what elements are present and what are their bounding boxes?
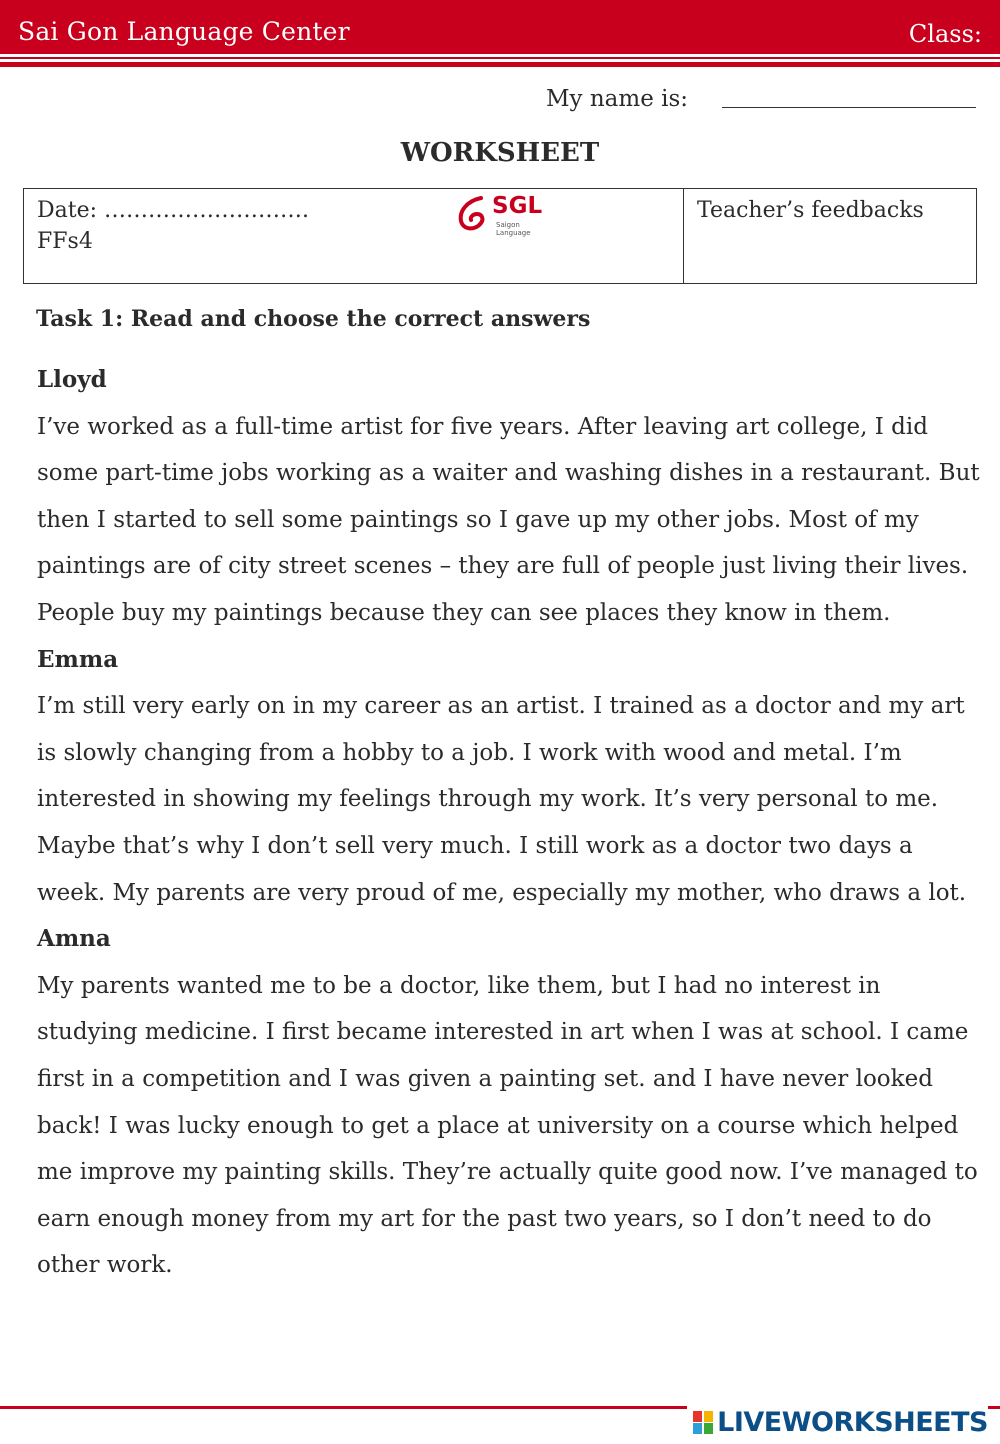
liveworksheets-logo-icon bbox=[693, 1409, 715, 1435]
info-box bbox=[23, 188, 977, 284]
liveworksheets-brand bbox=[687, 1402, 988, 1442]
passage-text-lloyd: I’ve worked as a full-time artist for five years. After leaving art college, I did some part-time jobs working as a waiter and washing dishes in a restaurant. But then I started to sell some paintings so I gave up my other jobs. Most of my paintings are of city street scenes – they are full of people just living their lives. People buy my paintings because they can see places they know in them. bbox=[37, 413, 980, 626]
teacher-feedback-label: Teacher’s feedbacks bbox=[697, 198, 924, 223]
class-label: Class: bbox=[908, 20, 982, 48]
logo-text: SGL bbox=[492, 193, 543, 219]
name-field-line[interactable] bbox=[722, 107, 976, 108]
course-code: FFs4 bbox=[37, 229, 93, 254]
sgl-swirl-icon bbox=[455, 193, 493, 233]
header-bar bbox=[0, 0, 1000, 54]
name-label: My name is: bbox=[546, 86, 689, 112]
passage-name-lloyd: Lloyd bbox=[37, 366, 107, 393]
sgl-logo bbox=[455, 193, 555, 237]
passage-text-amna: My parents wanted me to be a doctor, like them, but I had no interest in studying medicine. I first became interested in art when I was at school. I came first in a competition and I was given a painting set. and I have never looked back! I was lucky enough to get a place at university on a course which helped me improve my painting skills. They’re actually quite good now. I’ve managed to earn enough money from my art for the past two years, so I don’t need to do other work. bbox=[37, 972, 978, 1279]
logo-subtext: Saigon Language bbox=[496, 221, 531, 237]
task-title: Task 1: Read and choose the correct answers bbox=[36, 306, 591, 332]
passage-text-emma: I’m still very early on in my career as an artist. I trained as a doctor and my art is slowly changing from a hobby to a job. I work with wood and metal. I’m interested in showing my feelings through my work. It’s very personal to me. Maybe that’s why I don’t sell very much. I still work as a doctor two days a week. My parents are very proud of me, especially my mother, who draws a lot. bbox=[37, 693, 967, 906]
worksheet-title: WORKSHEET bbox=[400, 138, 600, 168]
reading-passages bbox=[37, 357, 982, 1289]
date-field: Date: ………………………. bbox=[37, 198, 310, 223]
center-name: Sai Gon Language Center bbox=[18, 17, 350, 46]
liveworksheets-text: LIVEWORKSHEETS bbox=[717, 1406, 988, 1438]
box-divider bbox=[683, 189, 684, 283]
passage-name-emma: Emma bbox=[37, 645, 119, 673]
header-rule bbox=[0, 57, 1000, 59]
passage-name-amna: Amna bbox=[37, 925, 111, 953]
header-rule-thick bbox=[0, 62, 1000, 67]
